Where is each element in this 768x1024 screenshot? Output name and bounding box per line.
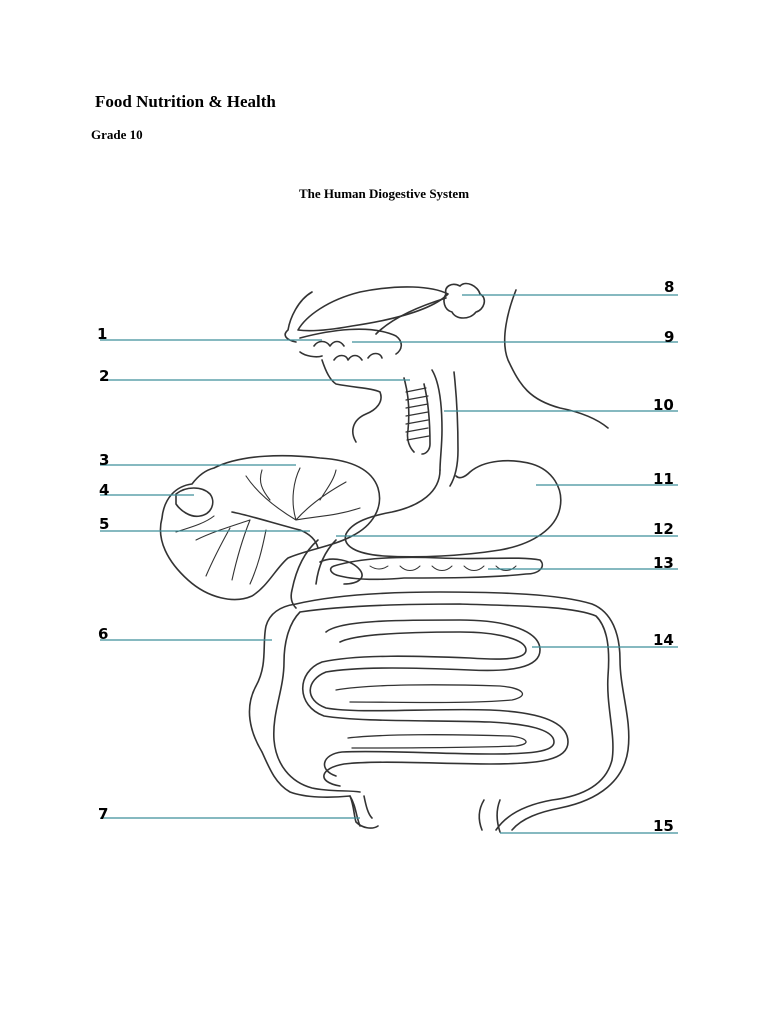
grade-label: Grade 10: [91, 127, 143, 142]
gallbladder-outline: [176, 488, 213, 516]
label-8: 8: [664, 278, 675, 296]
label-11: 11: [653, 470, 674, 488]
label-13: 13: [653, 554, 674, 572]
label-4: 4: [99, 481, 110, 499]
small-intestine-loops: [336, 685, 526, 748]
colon-inner: [274, 604, 613, 830]
neck-back: [505, 290, 608, 428]
colon-outer: [249, 592, 628, 830]
label-12: 12: [653, 520, 674, 538]
label-3: 3: [99, 451, 110, 469]
label-1: 1: [97, 325, 108, 343]
rectum-outline: [350, 796, 378, 828]
label-14: 14: [653, 631, 674, 649]
esophagus-outline: [432, 370, 458, 486]
label-15: 15: [653, 817, 674, 835]
bile-duct: [232, 512, 318, 548]
head-outline: [285, 292, 381, 442]
salivary-gland: [444, 284, 484, 318]
page-title: Food Nutrition & Health: [95, 92, 276, 111]
appendix-outline: [479, 800, 500, 832]
label-6: 6: [98, 625, 109, 643]
label-10: 10: [653, 396, 674, 414]
tongue-outline: [298, 287, 448, 331]
label-2: 2: [99, 367, 110, 385]
pancreas-texture: [370, 566, 516, 571]
label-7: 7: [98, 805, 109, 823]
label-5: 5: [99, 515, 110, 533]
label-9: 9: [664, 328, 675, 346]
diagram-title: The Human Diogestive System: [298, 186, 470, 201]
small-intestine-inner: [303, 632, 554, 776]
teeth: [314, 342, 382, 361]
